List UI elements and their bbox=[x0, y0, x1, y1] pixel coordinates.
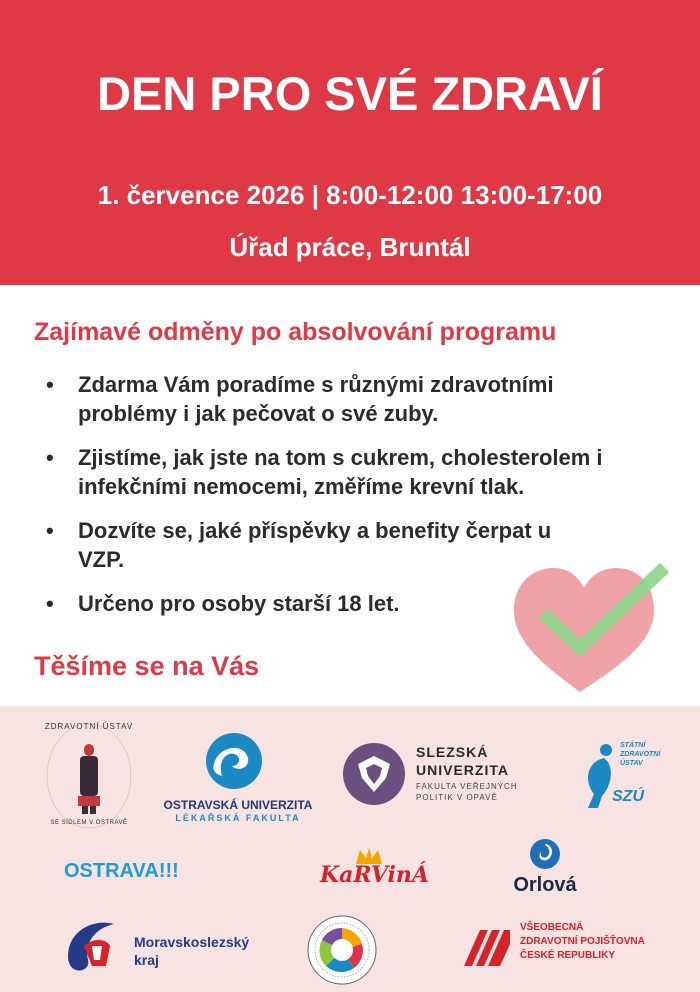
osu-wave-icon bbox=[204, 732, 264, 790]
vzp-line3: ČESKÉ REPUBLIKY bbox=[520, 950, 616, 961]
zu-ring-bottom: SE SÍDLEM V OSTRAVĚ bbox=[50, 820, 128, 826]
event-location: Úřad práce, Bruntál bbox=[229, 232, 471, 262]
vzp-logo bbox=[462, 918, 682, 974]
slu-line4: POLITIK V OPAVĚ bbox=[416, 793, 498, 802]
rewards-heading: Zajímavé odměny po absolvování programu bbox=[34, 318, 557, 346]
szu-line3: ÚSTAV bbox=[620, 760, 643, 767]
vzp-emblem-icon bbox=[462, 922, 512, 968]
ostrava-logo: OSTRAVA!!! bbox=[64, 860, 179, 882]
benefit-text: Zjistíme, jak jste na tom s cukrem, cholesterolem i infekčními nemocemi, změříme krevní tlak. bbox=[78, 445, 603, 499]
szu-mark: SZÚ bbox=[612, 788, 644, 805]
msk-line2: kraj bbox=[134, 952, 159, 968]
osu-name: OSTRAVSKÁ UNIVERZITA bbox=[163, 798, 313, 812]
vzp-line2: ZDRAVOTNÍ POJIŠŤOVNA bbox=[520, 936, 645, 947]
bullet: • bbox=[46, 445, 54, 470]
szu-line1: STÁTNÍ bbox=[620, 742, 646, 749]
list-item bbox=[44, 516, 578, 574]
szu-line2: ZDRAVOTNÍ bbox=[620, 751, 661, 758]
closing-message: Těšíme se na Vás bbox=[34, 651, 260, 681]
orlova-circle-icon bbox=[529, 838, 561, 870]
event-date-time: 1. července 2026 | 8:00-12:00 13:00-17:00 bbox=[97, 180, 603, 210]
bullet: • bbox=[46, 591, 54, 616]
karvina-text: KaRVinÁ bbox=[320, 862, 429, 888]
moravskoslezsky-kraj-logo bbox=[62, 914, 262, 980]
msk-emblem-icon bbox=[62, 916, 126, 976]
ostravska-univerzita-logo bbox=[158, 732, 318, 828]
slu-eagle-icon bbox=[342, 742, 406, 806]
health-program-seal-logo bbox=[306, 914, 378, 986]
list-item bbox=[44, 370, 644, 428]
zdravotni-ustav-logo bbox=[44, 722, 134, 830]
list-item bbox=[44, 443, 644, 501]
slezska-univerzita-logo bbox=[342, 742, 532, 812]
orlova-text: Orlová bbox=[513, 874, 577, 896]
event-header bbox=[0, 0, 700, 285]
zdravotni-ustav-emblem-icon bbox=[44, 722, 134, 830]
msk-line1: Moravskoslezský bbox=[134, 934, 250, 950]
benefit-text: Určeno pro osoby starší 18 let. bbox=[78, 591, 400, 616]
benefit-text: Zdarma Vám poradíme s různými zdravotními problémy i jak pečovat o své zuby. bbox=[78, 372, 554, 426]
szu-logo bbox=[576, 738, 666, 816]
event-title: DEN PRO SVÉ ZDRAVÍ bbox=[97, 67, 603, 120]
heart-check-icon bbox=[508, 560, 678, 700]
vzp-line1: VŠEOBECNÁ bbox=[520, 922, 584, 933]
seal-icon bbox=[306, 914, 378, 986]
partner-logos bbox=[0, 706, 700, 992]
karvina-logo bbox=[320, 846, 429, 898]
osu-faculty: LÉKAŘSKÁ FAKULTA bbox=[175, 813, 301, 823]
slu-line2: UNIVERZITA bbox=[416, 762, 509, 778]
bullet: • bbox=[46, 372, 54, 397]
slu-line1: SLEZSKÁ bbox=[416, 744, 489, 760]
bullet: • bbox=[46, 518, 54, 543]
orlova-logo bbox=[500, 838, 590, 900]
slu-line3: FAKULTA VEŘEJNÝCH bbox=[416, 782, 518, 791]
benefit-text: Dozvíte se, jaké příspěvky a benefity čerpat u VZP. bbox=[78, 518, 552, 572]
zu-ring-top: ZDRAVOTNÍ ÚSTAV bbox=[44, 722, 134, 731]
